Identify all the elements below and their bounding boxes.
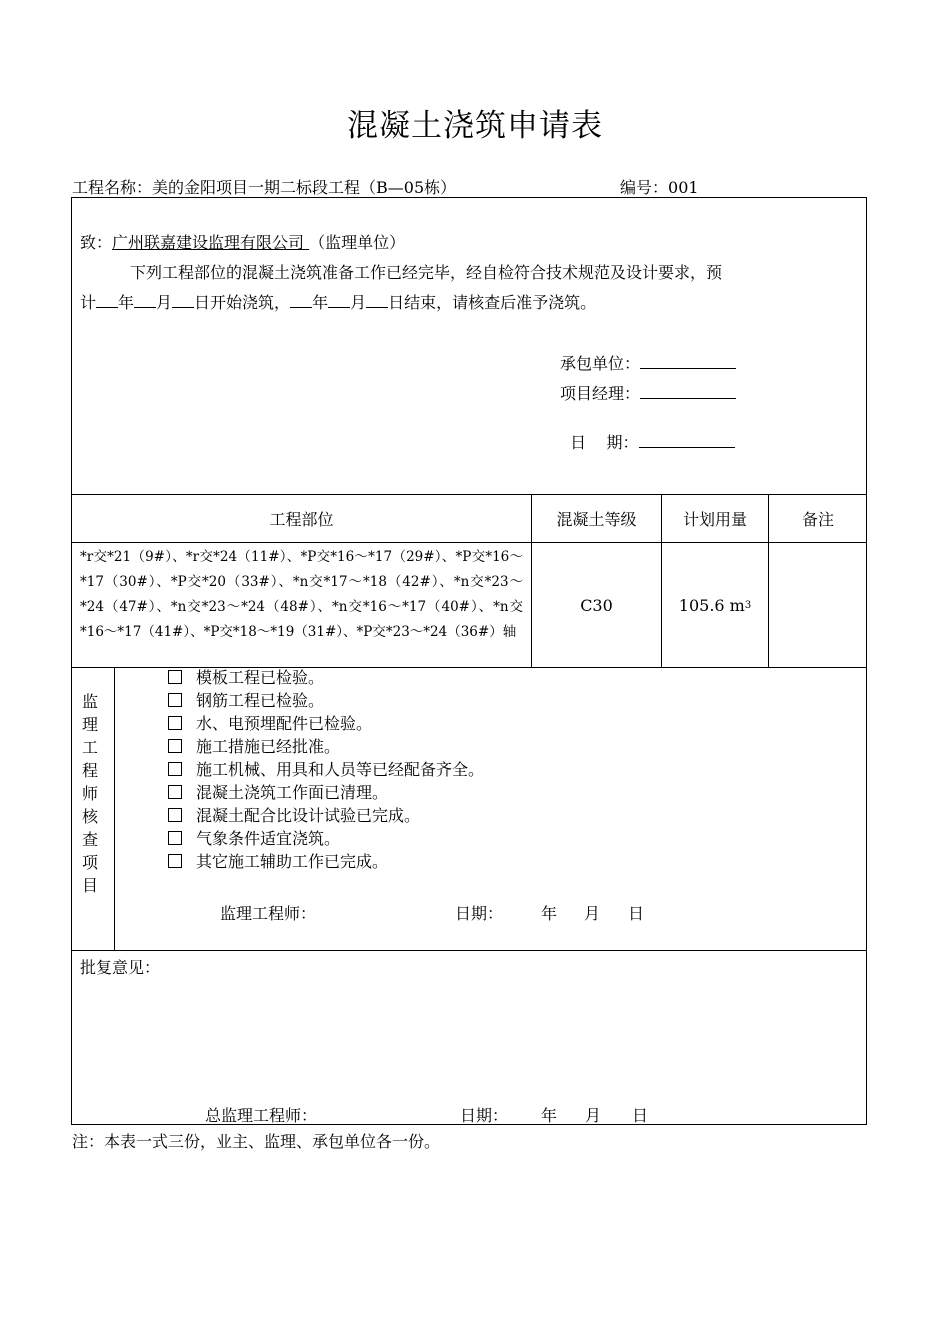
checklist-item	[168, 712, 484, 735]
checkbox[interactable]	[168, 762, 182, 776]
approval-year: 年	[541, 1106, 558, 1125]
addressee-line	[80, 230, 405, 253]
project-label: 工程名称：	[72, 178, 153, 197]
checklist-item	[168, 781, 484, 804]
remark-cell	[769, 543, 867, 667]
checklist-item-label: 施工措施已经批准。	[196, 737, 341, 756]
text-segment: 计	[80, 293, 97, 312]
review-day: 日	[628, 904, 645, 923]
form-number-line	[620, 175, 699, 198]
text-segment: 年	[118, 293, 135, 312]
review-month: 月	[584, 904, 601, 923]
side-char: 项	[81, 853, 98, 872]
checkbox[interactable]	[168, 831, 182, 845]
checklist-item	[168, 827, 484, 850]
checkbox[interactable]	[168, 670, 182, 684]
checkbox[interactable]	[168, 854, 182, 868]
number-label: 编号：	[620, 178, 669, 197]
location-cell: *r交*21（9#）、*r交*24（11#）、*P交*16～*17（29#）、*P交*16～*17（30#）、*P交*20（33#）、*n交*17～*18（42#）、*n交*23～*24（47#）、*n交*23～*24（48#）、*n交*16～*17（40#）、*n交*16～*17（41#）、*P交*18～*19（31#）、*P交*23～*24（36#）轴	[80, 549, 523, 640]
manager-blank	[640, 384, 736, 399]
supervision-company: 广州联嘉建设监理有限公司	[112, 233, 310, 252]
checklist-item	[168, 804, 484, 827]
header-location: 工程部位	[269, 510, 334, 529]
approval-month: 月	[585, 1106, 602, 1125]
checklist-item-label: 施工机械、用具和人员等已经配备齐全。	[196, 760, 485, 779]
date-blank	[639, 433, 735, 448]
checkbox[interactable]	[168, 785, 182, 799]
blank-line	[172, 293, 194, 308]
side-char: 程	[81, 761, 98, 780]
approval-label: 批复意见：	[80, 958, 161, 977]
checklist-item-label: 模板工程已检验。	[196, 668, 325, 687]
checkbox[interactable]	[168, 716, 182, 730]
contractor-line	[560, 351, 736, 374]
checklist-item	[168, 689, 484, 712]
project-name-line	[72, 175, 456, 198]
request-text-line2	[80, 290, 596, 313]
blank-line	[134, 293, 156, 308]
header-remark: 备注	[801, 510, 834, 529]
request-text-line1: 下列工程部位的混凝土浇筑准备工作已经完毕，经自检符合技术规范及设计要求，预	[130, 263, 723, 282]
grade-cell: C30	[580, 595, 613, 615]
text-segment: 月	[156, 293, 173, 312]
page-title: 混凝土浇筑申请表	[347, 108, 603, 144]
review-side-label	[81, 690, 99, 897]
project-name: 美的金阳项目一期二标段工程（B—05栋）	[152, 178, 457, 197]
quantity-unit-exponent: 3	[744, 599, 752, 611]
header-grade: 混凝土等级	[556, 510, 637, 529]
approval-date-label: 日期：	[460, 1106, 509, 1125]
review-date-label: 日期：	[455, 904, 504, 923]
side-char: 师	[81, 784, 98, 803]
chief-engineer-label: 总监理工程师：	[205, 1106, 318, 1125]
contractor-blank	[640, 354, 736, 369]
to-suffix: （监理单位）	[309, 233, 406, 252]
checklist-item	[168, 666, 484, 689]
blank-line	[290, 293, 312, 308]
footnote: 注：本表一式三份，业主、监理、承包单位各一份。	[72, 1132, 441, 1151]
review-label-divider	[114, 667, 115, 950]
text-segment: 日结束，请核查后准予浇筑。	[388, 293, 597, 312]
review-checklist	[168, 666, 484, 873]
review-bottom-border	[71, 950, 867, 951]
engineer-label: 监理工程师：	[220, 904, 317, 923]
to-label: 致：	[80, 233, 113, 252]
checklist-item-label: 气象条件适宜浇筑。	[196, 829, 341, 848]
side-char: 工	[81, 738, 98, 757]
text-segment: 月	[350, 293, 367, 312]
approval-day: 日	[632, 1106, 649, 1125]
checklist-item-label: 混凝土配合比设计试验已完成。	[196, 806, 421, 825]
checklist-item-label: 水、电预埋配件已检验。	[196, 714, 373, 733]
blank-line	[96, 293, 118, 308]
side-char: 理	[81, 715, 98, 734]
checkbox[interactable]	[168, 693, 182, 707]
side-char: 查	[81, 830, 98, 849]
checklist-item	[168, 758, 484, 781]
manager-label: 项目经理：	[560, 384, 641, 403]
checklist-item	[168, 735, 484, 758]
contractor-label: 承包单位：	[560, 354, 641, 373]
date-label: 日 期：	[570, 433, 639, 452]
side-char: 目	[81, 876, 98, 895]
blank-line	[366, 293, 388, 308]
manager-line	[560, 381, 736, 404]
checklist-item-label: 钢筋工程已检验。	[196, 691, 325, 710]
form-number: 001	[668, 178, 699, 197]
review-year: 年	[541, 904, 558, 923]
text-segment: 日开始浇筑，	[194, 293, 291, 312]
side-char: 核	[81, 807, 98, 826]
date-line	[560, 411, 735, 453]
header-quantity: 计划用量	[682, 510, 747, 529]
checklist-item	[168, 850, 484, 873]
checkbox[interactable]	[168, 739, 182, 753]
blank-line	[328, 293, 350, 308]
side-char: 监	[81, 692, 98, 711]
quantity-value: 105.6 m	[678, 595, 745, 615]
checklist-item-label: 其它施工辅助工作已完成。	[196, 852, 389, 871]
checkbox[interactable]	[168, 808, 182, 822]
text-segment: 年	[312, 293, 329, 312]
quantity-cell	[662, 543, 768, 667]
checklist-item-label: 混凝土浇筑工作面已清理。	[196, 783, 389, 802]
